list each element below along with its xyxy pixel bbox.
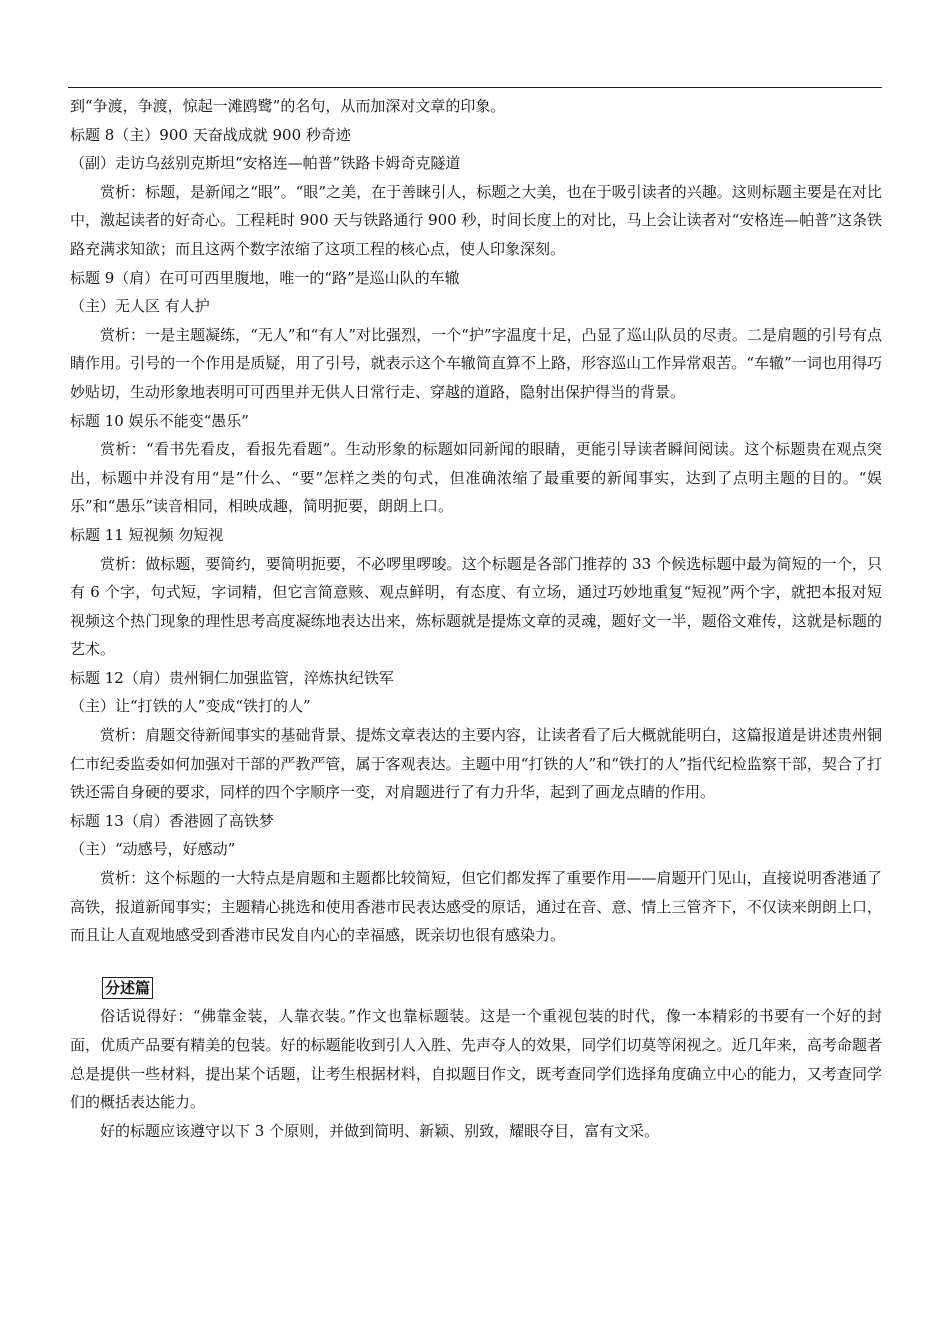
document-body: [70, 92, 882, 1145]
principles-paragraph: 好的标题应该遵守以下 3 个原则，并做到简明、新颖、别致，耀眼夺目，富有文采。: [100, 1121, 660, 1140]
title-13-analysis: 赏析：这个标题的一大特点是肩题和主题都比较简短，但它们都发挥了重要作用——肩题开门见山，直接说明香港通了高铁，报道新闻事实；主题精心挑选和使用香港市民表达感受的原话，通过在音、意、情上三管齐下，不仅读来朗朗上口，而且让人直观地感受到香港市民发自内心的幸福感，既亲切也很有感染力。: [70, 869, 882, 945]
title-13-main: （主）“动感号，好感动”: [70, 840, 236, 859]
continuation-line: 到“争渡，争渡，惊起一滩鸥鹭”的名句，从而加深对文章的印象。: [70, 97, 506, 115]
title-8-main: 标题 8（主）900 天奋战成就 900 秒奇迹: [70, 125, 351, 144]
title-12-analysis: 赏析：肩题交待新闻事实的基础背景、提炼文章表达的主要内容，让读者看了后大概就能明白，这篇报道是讲述贵州铜仁市纪委监委如何加强对干部的严教严管，属于客观表达。主题中用“打铁的人”和“铁打的人”指代纪检监察干部，契合了打铁还需自身硬的要求，同样的四个字顺序一变，对肩题进行了有力升华，起到了画龙点睛的作用。: [70, 726, 882, 802]
title-10-analysis: 赏析：“看书先看皮，看报先看题”。生动形象的标题如同新闻的眼睛，更能引导读者瞬间阅读。这个标题贵在观点突出，标题中并没有用“是”什么、“要”怎样之类的句式，但准确浓缩了最重要的新闻事实，达到了点明主题的目的。“娱乐”和“愚乐”读音相同，相映成趣，简明扼要，朗朗上口。: [70, 440, 882, 516]
title-10: 标题 10 娱乐不能变“愚乐”: [70, 411, 249, 430]
title-11-analysis: 赏析：做标题，要简约，要简明扼要，不必啰里啰唆。这个标题是各部门推荐的 33 个候选标题中最为简短的一个，只有 6 个字，句式短，字词精，但它言简意赅、观点鲜明，有态度、有立场，通过巧妙地重复“短视”两个字，就把本报对短视频这个热门现象的理性思考高度凝练地表达出来，炼标题就是提炼文章的灵魂，题好文一半，题俗文难传，这就是标题的艺术。: [70, 554, 882, 659]
section-heading: 分述篇: [102, 977, 153, 999]
title-8-subtitle: （副）走访乌兹别克斯坦“安格连—帕普”铁路卡姆奇克隧道: [70, 154, 461, 173]
title-11: 标题 11 短视频 勿短视: [70, 525, 224, 544]
title-8-analysis: 赏析：标题，是新闻之“眼”。“眼”之美，在于善睐引人，标题之大美，也在于吸引读者的兴趣。这则标题主要是在对比中，激起读者的好奇心。工程耗时 900 天与铁路通行 900 秒，时间长度上的对比，马上会让读者对“安格连—帕普”这条铁路充满求知欲；而且这两个数字浓缩了这项工程的核心点，使人印象深刻。: [70, 182, 882, 258]
title-12-main: （主）让“打铁的人”变成“铁打的人”: [70, 697, 311, 716]
intro-paragraph: 俗话说得好：“佛靠金装，人靠衣装。”作文也靠标题装。这是一个重视包装的时代，像一本精彩的书要有一个好的封面，优质产品要有精美的包装。好的标题能收到引人入胜、先声夺人的效果，同学们切莫等闲视之。近几年来，高考命题者总是提供一些材料，提出某个话题，让考生根据材料，自拟题目作文，既考查同学们选择角度确立中心的能力，又考查同学们的概括表达能力。: [70, 1007, 882, 1112]
header-rule: [68, 87, 882, 88]
title-12-shoulder: 标题 12（肩）贵州铜仁加强监管，淬炼执纪铁军: [70, 668, 394, 687]
title-9-shoulder: 标题 9（肩）在可可西里腹地，唯一的“路”是巡山队的车辙: [70, 268, 460, 287]
title-9-main: （主）无人区 有人护: [70, 297, 210, 316]
title-9-analysis: 赏析：一是主题凝练，“无人”和“有人”对比强烈，一个“护”字温度十足，凸显了巡山队员的尽责。二是肩题的引号有点睛作用。引号的一个作用是质疑，用了引号，就表示这个车辙简直算不上路，形容巡山工作异常艰苦。“车辙”一词也用得巧妙贴切，生动形象地表明可可西里并无供人日常行走、穿越的道路，隐射出保护得当的背景。: [70, 325, 882, 401]
section-spacer: [70, 950, 882, 974]
title-13-shoulder: 标题 13（肩）香港圆了高铁梦: [70, 811, 274, 830]
